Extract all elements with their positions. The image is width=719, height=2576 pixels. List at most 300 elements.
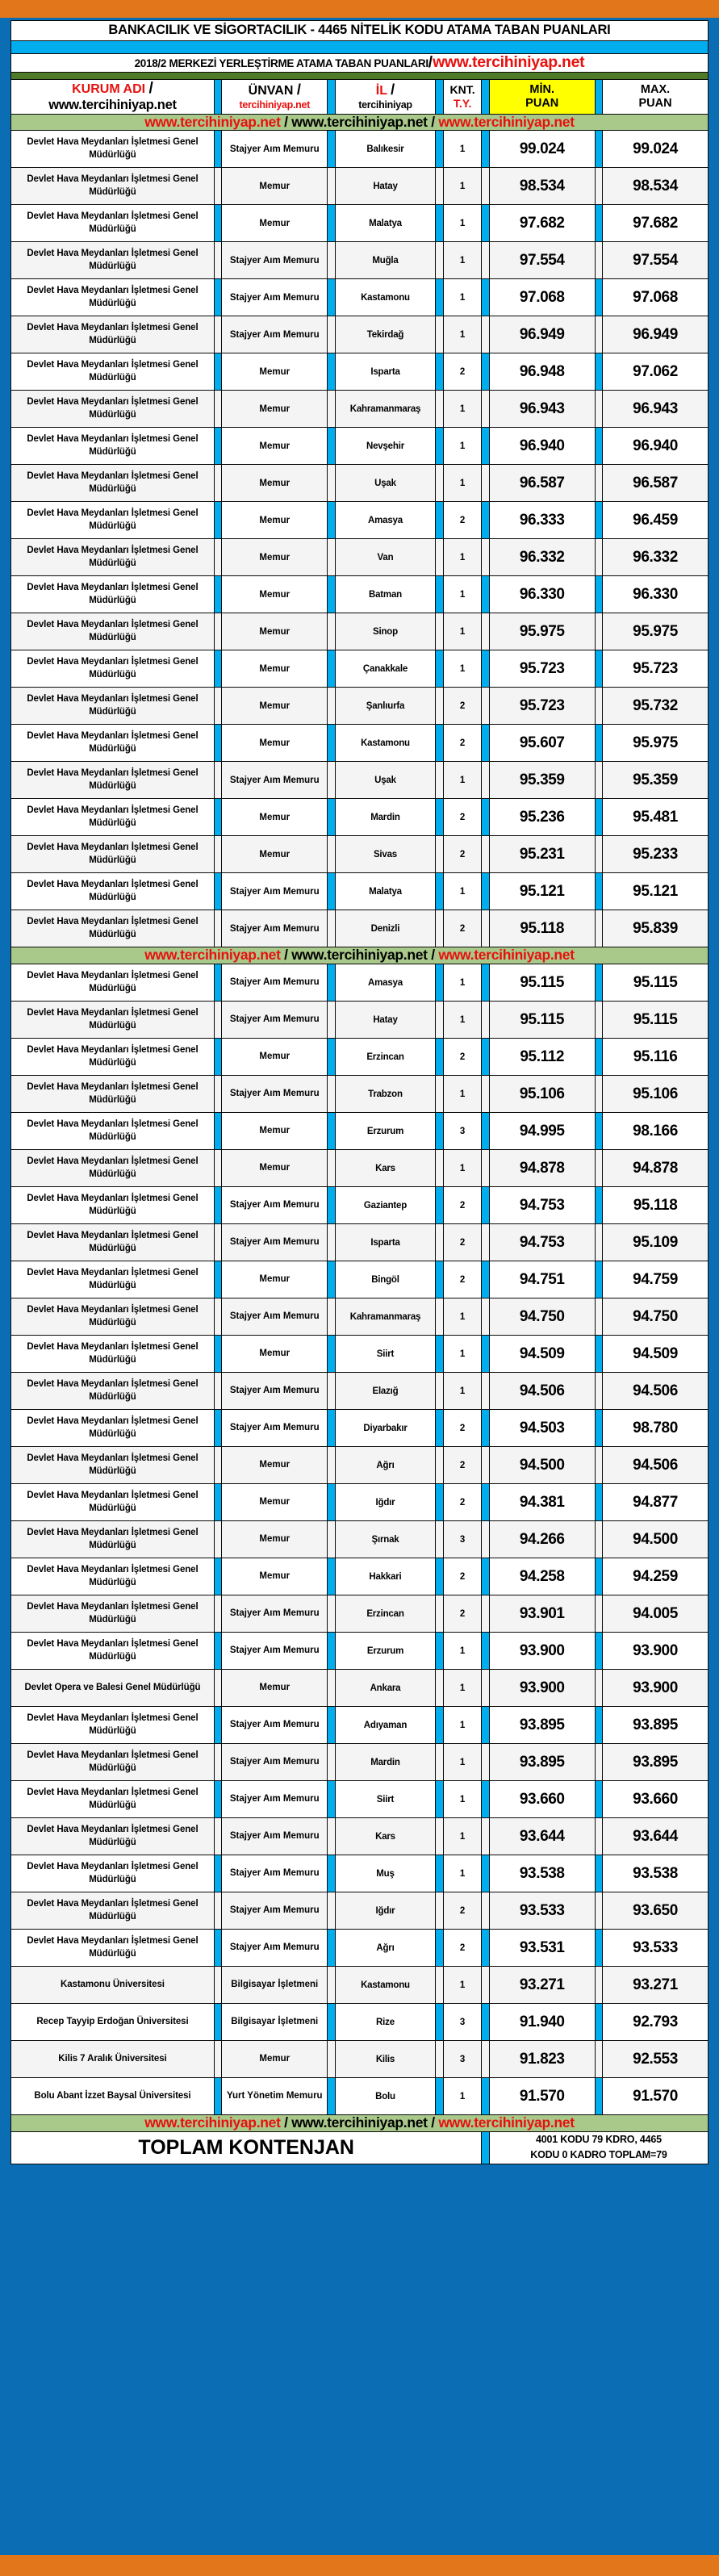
row-separator-3 — [436, 1855, 444, 1892]
cell-kontenjan: 2 — [443, 353, 482, 391]
table-row[interactable] — [11, 1670, 709, 1707]
cell-min-puan: 95.236 — [489, 799, 595, 836]
col-header-max-puan[interactable] — [603, 79, 709, 114]
table-row[interactable] — [11, 353, 709, 391]
cell-max-puan: 96.940 — [603, 428, 709, 465]
table-row[interactable] — [11, 799, 709, 836]
table-row[interactable] — [11, 205, 709, 242]
cell-unvan: Stajyer Aım Memuru — [222, 1818, 328, 1855]
cell-kurum: Devlet Hava Meydanları İşletmesi Genel Müdürlüğü — [11, 353, 215, 391]
cell-max-puan: 97.554 — [603, 242, 709, 279]
row-separator-4 — [482, 762, 490, 799]
row-separator-1 — [214, 279, 222, 316]
cell-min-puan: 94.506 — [489, 1373, 595, 1410]
table-row[interactable] — [11, 725, 709, 762]
cell-kurum: Devlet Hava Meydanları İşletmesi Genel Müdürlüğü — [11, 242, 215, 279]
cell-kurum: Devlet Hava Meydanları İşletmesi Genel Müdürlüğü — [11, 391, 215, 428]
table-row[interactable] — [11, 1781, 709, 1818]
subtitle-row — [11, 53, 709, 72]
promo-site-3[interactable]: www.tercihiniyap.net — [438, 947, 575, 964]
cell-kurum: Devlet Hava Meydanları İşletmesi Genel Müdürlüğü — [11, 1521, 215, 1558]
row-separator-5 — [595, 613, 603, 650]
row-separator-2 — [328, 576, 336, 613]
cell-max-puan: 93.660 — [603, 1781, 709, 1818]
column-header-row — [11, 79, 709, 114]
col-header-max-line1: MAX. — [640, 82, 671, 96]
promo-site-1[interactable]: www.tercihiniyap.net — [144, 2114, 281, 2131]
cell-max-puan: 95.109 — [603, 1224, 709, 1261]
cell-max-puan: 96.949 — [603, 316, 709, 353]
cell-min-puan: 94.509 — [489, 1336, 595, 1373]
cell-max-puan: 94.878 — [603, 1150, 709, 1187]
cell-min-puan: 96.587 — [489, 465, 595, 502]
cell-kurum: Devlet Hava Meydanları İşletmesi Genel Müdürlüğü — [11, 1892, 215, 1930]
cell-unvan: Yurt Yönetim Memuru — [222, 2078, 328, 2115]
cell-kurum: Devlet Hava Meydanları İşletmesi Genel Müdürlüğü — [11, 1224, 215, 1261]
cell-kontenjan: 1 — [443, 1744, 482, 1781]
row-separator-4 — [482, 576, 490, 613]
row-separator-2 — [328, 1076, 336, 1113]
total-quota-label: TOPLAM KONTENJAN — [11, 2132, 482, 2164]
cell-kurum: Devlet Hava Meydanları İşletmesi Genel Müdürlüğü — [11, 316, 215, 353]
col-header-unvan[interactable] — [222, 79, 328, 114]
cell-kurum: Devlet Hava Meydanları İşletmesi Genel Müdürlüğü — [11, 576, 215, 613]
cell-max-puan: 95.975 — [603, 613, 709, 650]
row-separator-5 — [595, 539, 603, 576]
cell-min-puan: 96.948 — [489, 353, 595, 391]
cell-min-puan: 93.900 — [489, 1670, 595, 1707]
row-separator-4 — [482, 1336, 490, 1373]
row-separator-2 — [328, 688, 336, 725]
cell-min-puan: 95.121 — [489, 873, 595, 910]
cell-kontenjan: 2 — [443, 688, 482, 725]
cell-kurum: Devlet Hava Meydanları İşletmesi Genel Müdürlüğü — [11, 613, 215, 650]
row-separator-1 — [214, 613, 222, 650]
promo-band-row — [11, 947, 709, 964]
cell-unvan: Stajyer Aım Memuru — [222, 1298, 328, 1336]
row-separator-3 — [436, 1261, 444, 1298]
table-row[interactable] — [11, 1261, 709, 1298]
row-separator-3 — [436, 1039, 444, 1076]
table-row[interactable] — [11, 1967, 709, 2004]
row-separator-5 — [595, 1039, 603, 1076]
row-separator-5 — [595, 1298, 603, 1336]
table-row[interactable] — [11, 502, 709, 539]
cell-max-puan: 95.359 — [603, 762, 709, 799]
row-separator-5 — [595, 1930, 603, 1967]
row-separator-1 — [214, 539, 222, 576]
table-row[interactable] — [11, 2041, 709, 2078]
cell-kurum: Devlet Opera ve Balesi Genel Müdürlüğü — [11, 1670, 215, 1707]
row-separator-3 — [436, 205, 444, 242]
cell-max-puan: 97.062 — [603, 353, 709, 391]
table-row[interactable] — [11, 688, 709, 725]
cell-min-puan: 93.895 — [489, 1707, 595, 1744]
row-separator-2 — [328, 279, 336, 316]
cell-max-puan: 94.750 — [603, 1298, 709, 1336]
cell-il: Siirt — [335, 1781, 436, 1818]
cell-unvan: Stajyer Aım Memuru — [222, 964, 328, 1002]
row-separator-1 — [214, 353, 222, 391]
row-separator-4 — [482, 1076, 490, 1113]
table-row[interactable] — [11, 1595, 709, 1633]
cell-il: Sinop — [335, 613, 436, 650]
cell-min-puan: 94.500 — [489, 1447, 595, 1484]
row-separator-3 — [436, 242, 444, 279]
row-separator-4 — [482, 1967, 490, 2004]
subtitle-site-link[interactable]: www.tercihiniyap.net — [433, 52, 585, 71]
row-separator-4 — [482, 2078, 490, 2115]
cell-kurum: Kilis 7 Aralık Üniversitesi — [11, 2041, 215, 2078]
cell-min-puan: 96.943 — [489, 391, 595, 428]
row-separator-1 — [214, 1224, 222, 1261]
row-separator-1 — [214, 1670, 222, 1707]
cell-il: Amasya — [335, 502, 436, 539]
row-separator-4 — [482, 650, 490, 688]
row-separator-4 — [482, 279, 490, 316]
table-row[interactable] — [11, 1076, 709, 1113]
row-separator-1 — [214, 650, 222, 688]
table-row[interactable] — [11, 1892, 709, 1930]
row-separator-4 — [482, 725, 490, 762]
row-separator-1 — [214, 1707, 222, 1744]
table-row[interactable] — [11, 1336, 709, 1373]
table-row[interactable] — [11, 1521, 709, 1558]
row-separator-4 — [482, 1150, 490, 1187]
cell-kontenjan: 3 — [443, 1113, 482, 1150]
row-separator-3 — [436, 391, 444, 428]
row-separator-1 — [214, 1447, 222, 1484]
promo-band[interactable] — [11, 947, 709, 964]
col-header-kurum-line2: www.tercihiniyap.net — [48, 98, 177, 113]
cell-unvan: Stajyer Aım Memuru — [222, 1781, 328, 1818]
row-separator-1 — [214, 1002, 222, 1039]
cell-min-puan: 93.895 — [489, 1744, 595, 1781]
table-row[interactable] — [11, 1113, 709, 1150]
row-separator-3 — [436, 1150, 444, 1187]
cell-kurum: Devlet Hava Meydanları İşletmesi Genel Müdürlüğü — [11, 964, 215, 1002]
promo-band[interactable] — [11, 114, 709, 131]
cell-kurum: Kastamonu Üniversitesi — [11, 1967, 215, 2004]
cell-il: Erzincan — [335, 1039, 436, 1076]
table-row[interactable] — [11, 762, 709, 799]
bottom-orange-bar — [0, 2555, 719, 2576]
cell-kontenjan: 1 — [443, 168, 482, 205]
cell-kontenjan: 1 — [443, 131, 482, 168]
row-separator-3 — [436, 1076, 444, 1113]
row-separator-5 — [595, 1224, 603, 1261]
promo-site-2[interactable]: / www.tercihiniyap.net / — [280, 2114, 439, 2131]
cell-max-puan: 93.271 — [603, 1967, 709, 2004]
row-separator-1 — [214, 964, 222, 1002]
table-row[interactable] — [11, 1187, 709, 1224]
row-separator-2 — [328, 964, 336, 1002]
cell-max-puan: 94.877 — [603, 1484, 709, 1521]
table-row[interactable] — [11, 1410, 709, 1447]
row-separator-1 — [214, 205, 222, 242]
row-separator-4 — [482, 1113, 490, 1150]
cell-min-puan: 91.570 — [489, 2078, 595, 2115]
cell-min-puan: 95.118 — [489, 910, 595, 947]
cell-unvan: Memur — [222, 725, 328, 762]
table-row[interactable] — [11, 242, 709, 279]
cell-min-puan: 97.068 — [489, 279, 595, 316]
cell-kurum: Devlet Hava Meydanları İşletmesi Genel Müdürlüğü — [11, 1002, 215, 1039]
row-separator-1 — [214, 576, 222, 613]
table-row[interactable] — [11, 1039, 709, 1076]
row-separator-5 — [595, 725, 603, 762]
table-row[interactable] — [11, 650, 709, 688]
table-row[interactable] — [11, 1224, 709, 1261]
row-separator-3 — [436, 1818, 444, 1855]
row-separator-1 — [214, 391, 222, 428]
cell-min-puan: 95.359 — [489, 762, 595, 799]
table-row[interactable] — [11, 1707, 709, 1744]
cell-min-puan: 97.554 — [489, 242, 595, 279]
row-separator-2 — [328, 353, 336, 391]
table-row[interactable] — [11, 836, 709, 873]
row-separator-1 — [214, 1261, 222, 1298]
table-row[interactable] — [11, 131, 709, 168]
row-separator-3 — [436, 1298, 444, 1336]
row-separator-3 — [436, 650, 444, 688]
promo-site-1[interactable]: www.tercihiniyap.net — [144, 113, 281, 130]
cell-unvan: Memur — [222, 168, 328, 205]
table-row[interactable] — [11, 613, 709, 650]
row-separator-5 — [595, 465, 603, 502]
row-separator-4 — [482, 1410, 490, 1447]
cell-il: Diyarbakır — [335, 1410, 436, 1447]
cell-kontenjan: 1 — [443, 1298, 482, 1336]
cell-kontenjan: 1 — [443, 613, 482, 650]
promo-site-2[interactable]: / www.tercihiniyap.net / — [280, 947, 439, 964]
subtitle — [11, 53, 709, 72]
table-row[interactable] — [11, 539, 709, 576]
table-row[interactable] — [11, 1633, 709, 1670]
cell-il: Kastamonu — [335, 279, 436, 316]
row-separator-1 — [214, 799, 222, 836]
cell-kontenjan: 2 — [443, 836, 482, 873]
green-rule-row — [11, 72, 709, 79]
col-header-min-puan[interactable] — [489, 79, 595, 114]
row-separator-5 — [595, 2078, 603, 2115]
row-separator-5 — [595, 1373, 603, 1410]
cell-min-puan: 97.682 — [489, 205, 595, 242]
table-row[interactable] — [11, 1930, 709, 1967]
table-row[interactable] — [11, 1744, 709, 1781]
footer-separator — [482, 2132, 490, 2164]
row-separator-2 — [328, 1930, 336, 1967]
row-separator-2 — [328, 1336, 336, 1373]
cell-il: Isparta — [335, 1224, 436, 1261]
col-header-il[interactable] — [335, 79, 436, 114]
cell-kontenjan: 1 — [443, 650, 482, 688]
col-header-min-line1: MİN. — [529, 82, 555, 96]
cell-il: Kastamonu — [335, 1967, 436, 2004]
table-row[interactable] — [11, 910, 709, 947]
table-row[interactable] — [11, 2078, 709, 2115]
row-separator-3 — [436, 131, 444, 168]
row-separator-4 — [482, 1484, 490, 1521]
table-row[interactable] — [11, 1373, 709, 1410]
row-separator-3 — [436, 1633, 444, 1670]
row-separator-3 — [436, 1781, 444, 1818]
table-row[interactable] — [11, 1150, 709, 1187]
cell-unvan: Bilgisayar İşletmeni — [222, 1967, 328, 2004]
cell-il: Balıkesir — [335, 131, 436, 168]
cell-il: Uşak — [335, 465, 436, 502]
cell-il: Kars — [335, 1818, 436, 1855]
cell-min-puan: 96.332 — [489, 539, 595, 576]
cell-kurum: Devlet Hava Meydanları İşletmesi Genel Müdürlüğü — [11, 279, 215, 316]
promo-band-row — [11, 2115, 709, 2132]
header-separator-3 — [436, 79, 444, 114]
table-row[interactable] — [11, 873, 709, 910]
row-separator-5 — [595, 316, 603, 353]
cell-il: Bolu — [335, 2078, 436, 2115]
row-separator-4 — [482, 964, 490, 1002]
cell-unvan: Stajyer Aım Memuru — [222, 1930, 328, 1967]
cell-max-puan: 92.793 — [603, 2004, 709, 2041]
table-row[interactable] — [11, 428, 709, 465]
row-separator-2 — [328, 1447, 336, 1484]
footer-row — [11, 2132, 709, 2164]
left-blue-rail — [0, 18, 10, 2555]
table-row[interactable] — [11, 168, 709, 205]
cell-kurum: Devlet Hava Meydanları İşletmesi Genel Müdürlüğü — [11, 1113, 215, 1150]
promo-site-3[interactable]: www.tercihiniyap.net — [438, 2114, 575, 2131]
table-row[interactable] — [11, 964, 709, 1002]
cell-il: Iğdır — [335, 1892, 436, 1930]
cell-kurum: Devlet Hava Meydanları İşletmesi Genel Müdürlüğü — [11, 465, 215, 502]
cell-min-puan: 95.607 — [489, 725, 595, 762]
row-separator-1 — [214, 1818, 222, 1855]
table-row[interactable] — [11, 316, 709, 353]
cell-min-puan: 91.940 — [489, 2004, 595, 2041]
row-separator-5 — [595, 428, 603, 465]
cell-min-puan: 93.533 — [489, 1892, 595, 1930]
cell-unvan: Memur — [222, 613, 328, 650]
promo-band[interactable] — [11, 2115, 709, 2132]
table-row[interactable] — [11, 1447, 709, 1484]
cell-unvan: Memur — [222, 1484, 328, 1521]
cell-max-puan: 94.005 — [603, 1595, 709, 1633]
row-separator-3 — [436, 799, 444, 836]
row-separator-2 — [328, 1818, 336, 1855]
cell-unvan: Stajyer Aım Memuru — [222, 1595, 328, 1633]
cell-min-puan: 91.823 — [489, 2041, 595, 2078]
table-row[interactable] — [11, 1298, 709, 1336]
cell-unvan: Memur — [222, 428, 328, 465]
row-separator-4 — [482, 502, 490, 539]
cell-kontenjan: 1 — [443, 1818, 482, 1855]
cell-unvan: Stajyer Aım Memuru — [222, 873, 328, 910]
cell-max-puan: 97.068 — [603, 279, 709, 316]
row-separator-4 — [482, 353, 490, 391]
cell-max-puan: 95.233 — [603, 836, 709, 873]
row-separator-1 — [214, 1558, 222, 1595]
row-separator-5 — [595, 2004, 603, 2041]
row-separator-5 — [595, 131, 603, 168]
row-separator-1 — [214, 1039, 222, 1076]
table-row[interactable] — [11, 1855, 709, 1892]
table-row[interactable] — [11, 391, 709, 428]
cell-kurum: Devlet Hava Meydanları İşletmesi Genel Müdürlüğü — [11, 762, 215, 799]
table-row[interactable] — [11, 1558, 709, 1595]
table-row[interactable] — [11, 576, 709, 613]
cell-min-puan: 94.751 — [489, 1261, 595, 1298]
col-header-knt[interactable] — [443, 79, 482, 114]
header-separator-1 — [214, 79, 222, 114]
row-separator-3 — [436, 1224, 444, 1261]
row-separator-2 — [328, 2004, 336, 2041]
row-separator-3 — [436, 688, 444, 725]
cell-min-puan: 95.975 — [489, 613, 595, 650]
table-row[interactable] — [11, 279, 709, 316]
cell-kontenjan: 1 — [443, 205, 482, 242]
table-row[interactable] — [11, 465, 709, 502]
row-separator-5 — [595, 1892, 603, 1930]
row-separator-1 — [214, 465, 222, 502]
promo-site-1[interactable]: www.tercihiniyap.net — [144, 947, 281, 964]
cell-unvan: Stajyer Aım Memuru — [222, 1373, 328, 1410]
cell-kontenjan: 1 — [443, 1336, 482, 1373]
row-separator-2 — [328, 1261, 336, 1298]
row-separator-1 — [214, 762, 222, 799]
cell-kontenjan: 1 — [443, 1781, 482, 1818]
row-separator-5 — [595, 242, 603, 279]
row-separator-5 — [595, 1521, 603, 1558]
cell-max-puan: 97.682 — [603, 205, 709, 242]
cell-kurum: Devlet Hava Meydanları İşletmesi Genel Müdürlüğü — [11, 1930, 215, 1967]
cell-unvan: Memur — [222, 799, 328, 836]
row-separator-2 — [328, 762, 336, 799]
cell-kurum: Devlet Hava Meydanları İşletmesi Genel Müdürlüğü — [11, 539, 215, 576]
cell-il: Kahramanmaraş — [335, 1298, 436, 1336]
row-separator-2 — [328, 168, 336, 205]
row-separator-2 — [328, 1410, 336, 1447]
cell-min-puan: 94.503 — [489, 1410, 595, 1447]
table-row[interactable] — [11, 1818, 709, 1855]
row-separator-4 — [482, 688, 490, 725]
cell-kurum: Devlet Hava Meydanları İşletmesi Genel Müdürlüğü — [11, 428, 215, 465]
row-separator-1 — [214, 910, 222, 947]
row-separator-5 — [595, 1113, 603, 1150]
cell-max-puan: 93.895 — [603, 1707, 709, 1744]
cell-max-puan: 95.116 — [603, 1039, 709, 1076]
promo-site-3[interactable]: www.tercihiniyap.net — [438, 113, 575, 130]
promo-site-2[interactable]: / www.tercihiniyap.net / — [280, 113, 439, 130]
cell-unvan: Memur — [222, 205, 328, 242]
cell-unvan: Memur — [222, 1558, 328, 1595]
table-row[interactable] — [11, 1002, 709, 1039]
row-separator-5 — [595, 1633, 603, 1670]
cell-unvan: Stajyer Aım Memuru — [222, 1410, 328, 1447]
col-header-il-line2: tercihiniyap — [358, 99, 412, 111]
col-header-kurum[interactable] — [11, 79, 215, 114]
cell-max-puan: 95.106 — [603, 1076, 709, 1113]
cell-kurum: Devlet Hava Meydanları İşletmesi Genel Müdürlüğü — [11, 1633, 215, 1670]
row-separator-1 — [214, 1855, 222, 1892]
row-separator-5 — [595, 1076, 603, 1113]
table-row[interactable] — [11, 2004, 709, 2041]
cell-min-puan: 95.723 — [489, 688, 595, 725]
cell-kontenjan: 1 — [443, 762, 482, 799]
cell-il: Adıyaman — [335, 1707, 436, 1744]
cell-kontenjan: 3 — [443, 2004, 482, 2041]
table-row[interactable] — [11, 1484, 709, 1521]
cell-min-puan: 93.271 — [489, 1967, 595, 2004]
